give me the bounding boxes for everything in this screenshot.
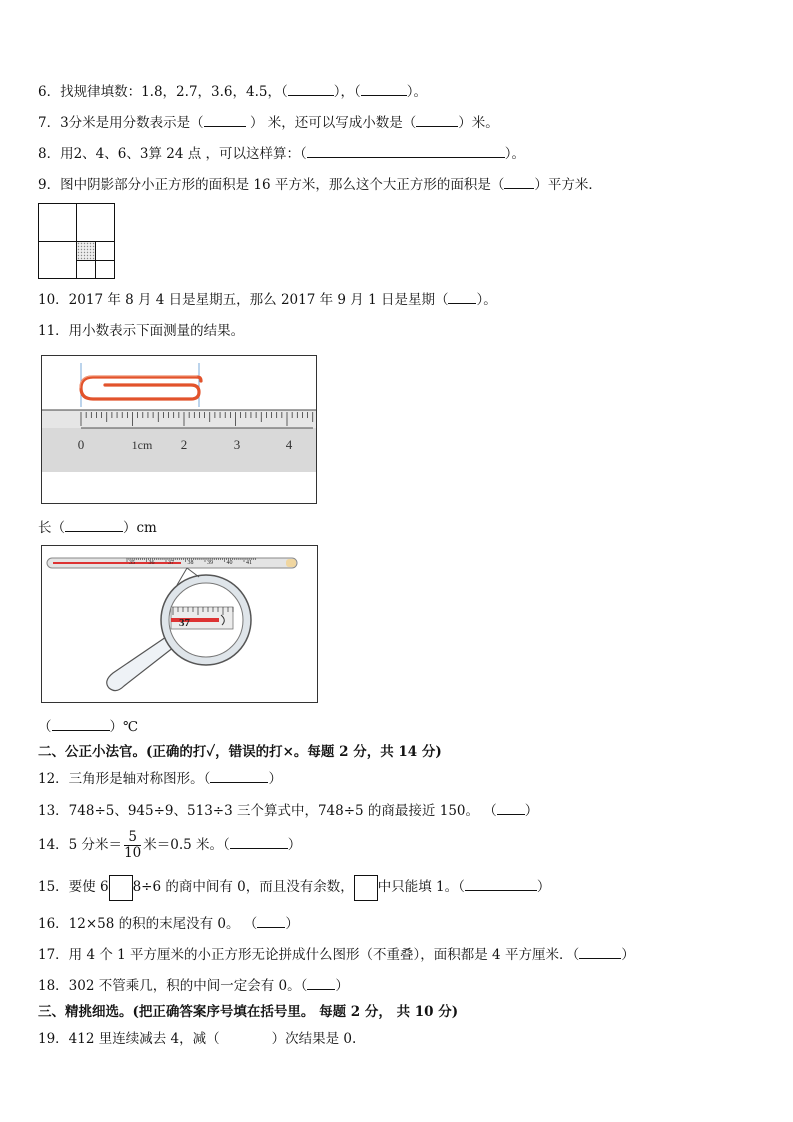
ruler-label: 4 xyxy=(285,437,293,452)
section-3-heading: 三、精挑细选。(把正确答案序号填在括号里。 每题 2 分， 共 10 分) xyxy=(38,1004,459,1020)
question-6: 6．找规律填数：1.8，2.7，3.6，4.5，（ ），（ ）。 xyxy=(38,84,427,100)
question-13: 13．748÷5、945÷9、513÷3 三个算式中，748÷5 的商最接近 150。 （ ） xyxy=(38,803,539,819)
answer-blank[interactable] xyxy=(307,145,505,158)
fraction: $\frac{5}{10}$ xyxy=(124,829,142,861)
square-figure xyxy=(38,203,117,281)
ruler-label: 2 xyxy=(180,437,188,452)
question-19: 19．412 里连续减去 4，减（ ）次结果是 0. xyxy=(38,1031,357,1047)
thermometer-label: 39 xyxy=(207,560,213,566)
question-15: 15．要使 6 8÷6 的商中间有 0，而且没有余数， 中只能填 1。（ ） xyxy=(38,873,550,901)
question-11-length: 长（ ）cm xyxy=(38,520,157,536)
answer-blank[interactable] xyxy=(579,946,621,959)
digit-box[interactable] xyxy=(354,875,378,901)
answer-blank[interactable] xyxy=(361,83,407,96)
ruler-label: 0 xyxy=(77,437,85,452)
answer-blank[interactable] xyxy=(288,83,334,96)
thermometer-label: 35 xyxy=(129,560,135,566)
answer-blank[interactable] xyxy=(448,291,476,304)
question-17: 17．用 4 个 1 平方厘米的小正方形无论拼成什么图形（不重叠），面积都是 4 平方厘米．（ ） xyxy=(38,947,635,963)
digit-box[interactable] xyxy=(109,875,133,901)
ruler-paperclip-image xyxy=(41,355,318,505)
section-2-heading: 二、公正小法官。(正确的打✓，错误的打×。每题 2 分，共 14 分) xyxy=(38,744,442,760)
thermometer-label: 41 xyxy=(246,560,252,566)
question-16: 16．12×58 的积的末尾没有 0。 （ ） xyxy=(38,916,299,932)
question-8: 8．用2、4、6、3算 24 点 ，可以这样算：（ ）。 xyxy=(38,146,525,162)
thermometer-label: 38 xyxy=(187,560,194,566)
thermometer-image xyxy=(41,545,319,704)
answer-blank[interactable] xyxy=(416,114,458,127)
answer-blank[interactable] xyxy=(52,718,110,731)
question-12: 12．三角形是轴对称图形。（ ） xyxy=(38,771,282,787)
magnified-label: 37 xyxy=(179,617,190,629)
shaded-square xyxy=(77,242,96,261)
question-11-temperature: （ ）℃ xyxy=(38,719,139,735)
answer-blank[interactable] xyxy=(307,977,335,990)
answer-blank[interactable] xyxy=(465,878,537,891)
answer-blank[interactable] xyxy=(257,915,285,928)
question-18: 18．302 不管乘几，积的中间一定会有 0。（ ） xyxy=(38,978,349,994)
question-9: 9．图中阴影部分小正方形的面积是 16 平方米，那么这个大正方形的面积是（ ）平方米． xyxy=(38,177,602,193)
thermometer-label: 37 xyxy=(168,560,174,566)
question-10: 10．2017 年 8 月 4 日是星期五，那么 2017 年 9 月 1 日是星期（ ）。 xyxy=(38,292,497,308)
answer-blank[interactable] xyxy=(204,114,246,127)
thermometer-label: 40 xyxy=(226,560,233,566)
answer-blank[interactable] xyxy=(65,519,123,532)
question-11: 11．用小数表示下面测量的结果。 xyxy=(38,323,245,339)
question-7: 7．3分米是用分数表示是（ ） 米，还可以写成小数是（ ）米。 xyxy=(38,115,499,131)
answer-blank[interactable] xyxy=(230,836,288,849)
ruler-label: 1cm xyxy=(131,438,153,452)
thermometer-label: 36 xyxy=(148,560,155,566)
question-14: 14．5 分米＝ $\frac{5}{10}$ 米＝0.5 米。（ ） xyxy=(38,829,302,861)
answer-blank[interactable] xyxy=(497,802,525,815)
answer-blank[interactable] xyxy=(504,176,534,189)
answer-blank[interactable] xyxy=(210,770,268,783)
ruler-label: 3 xyxy=(233,437,241,452)
